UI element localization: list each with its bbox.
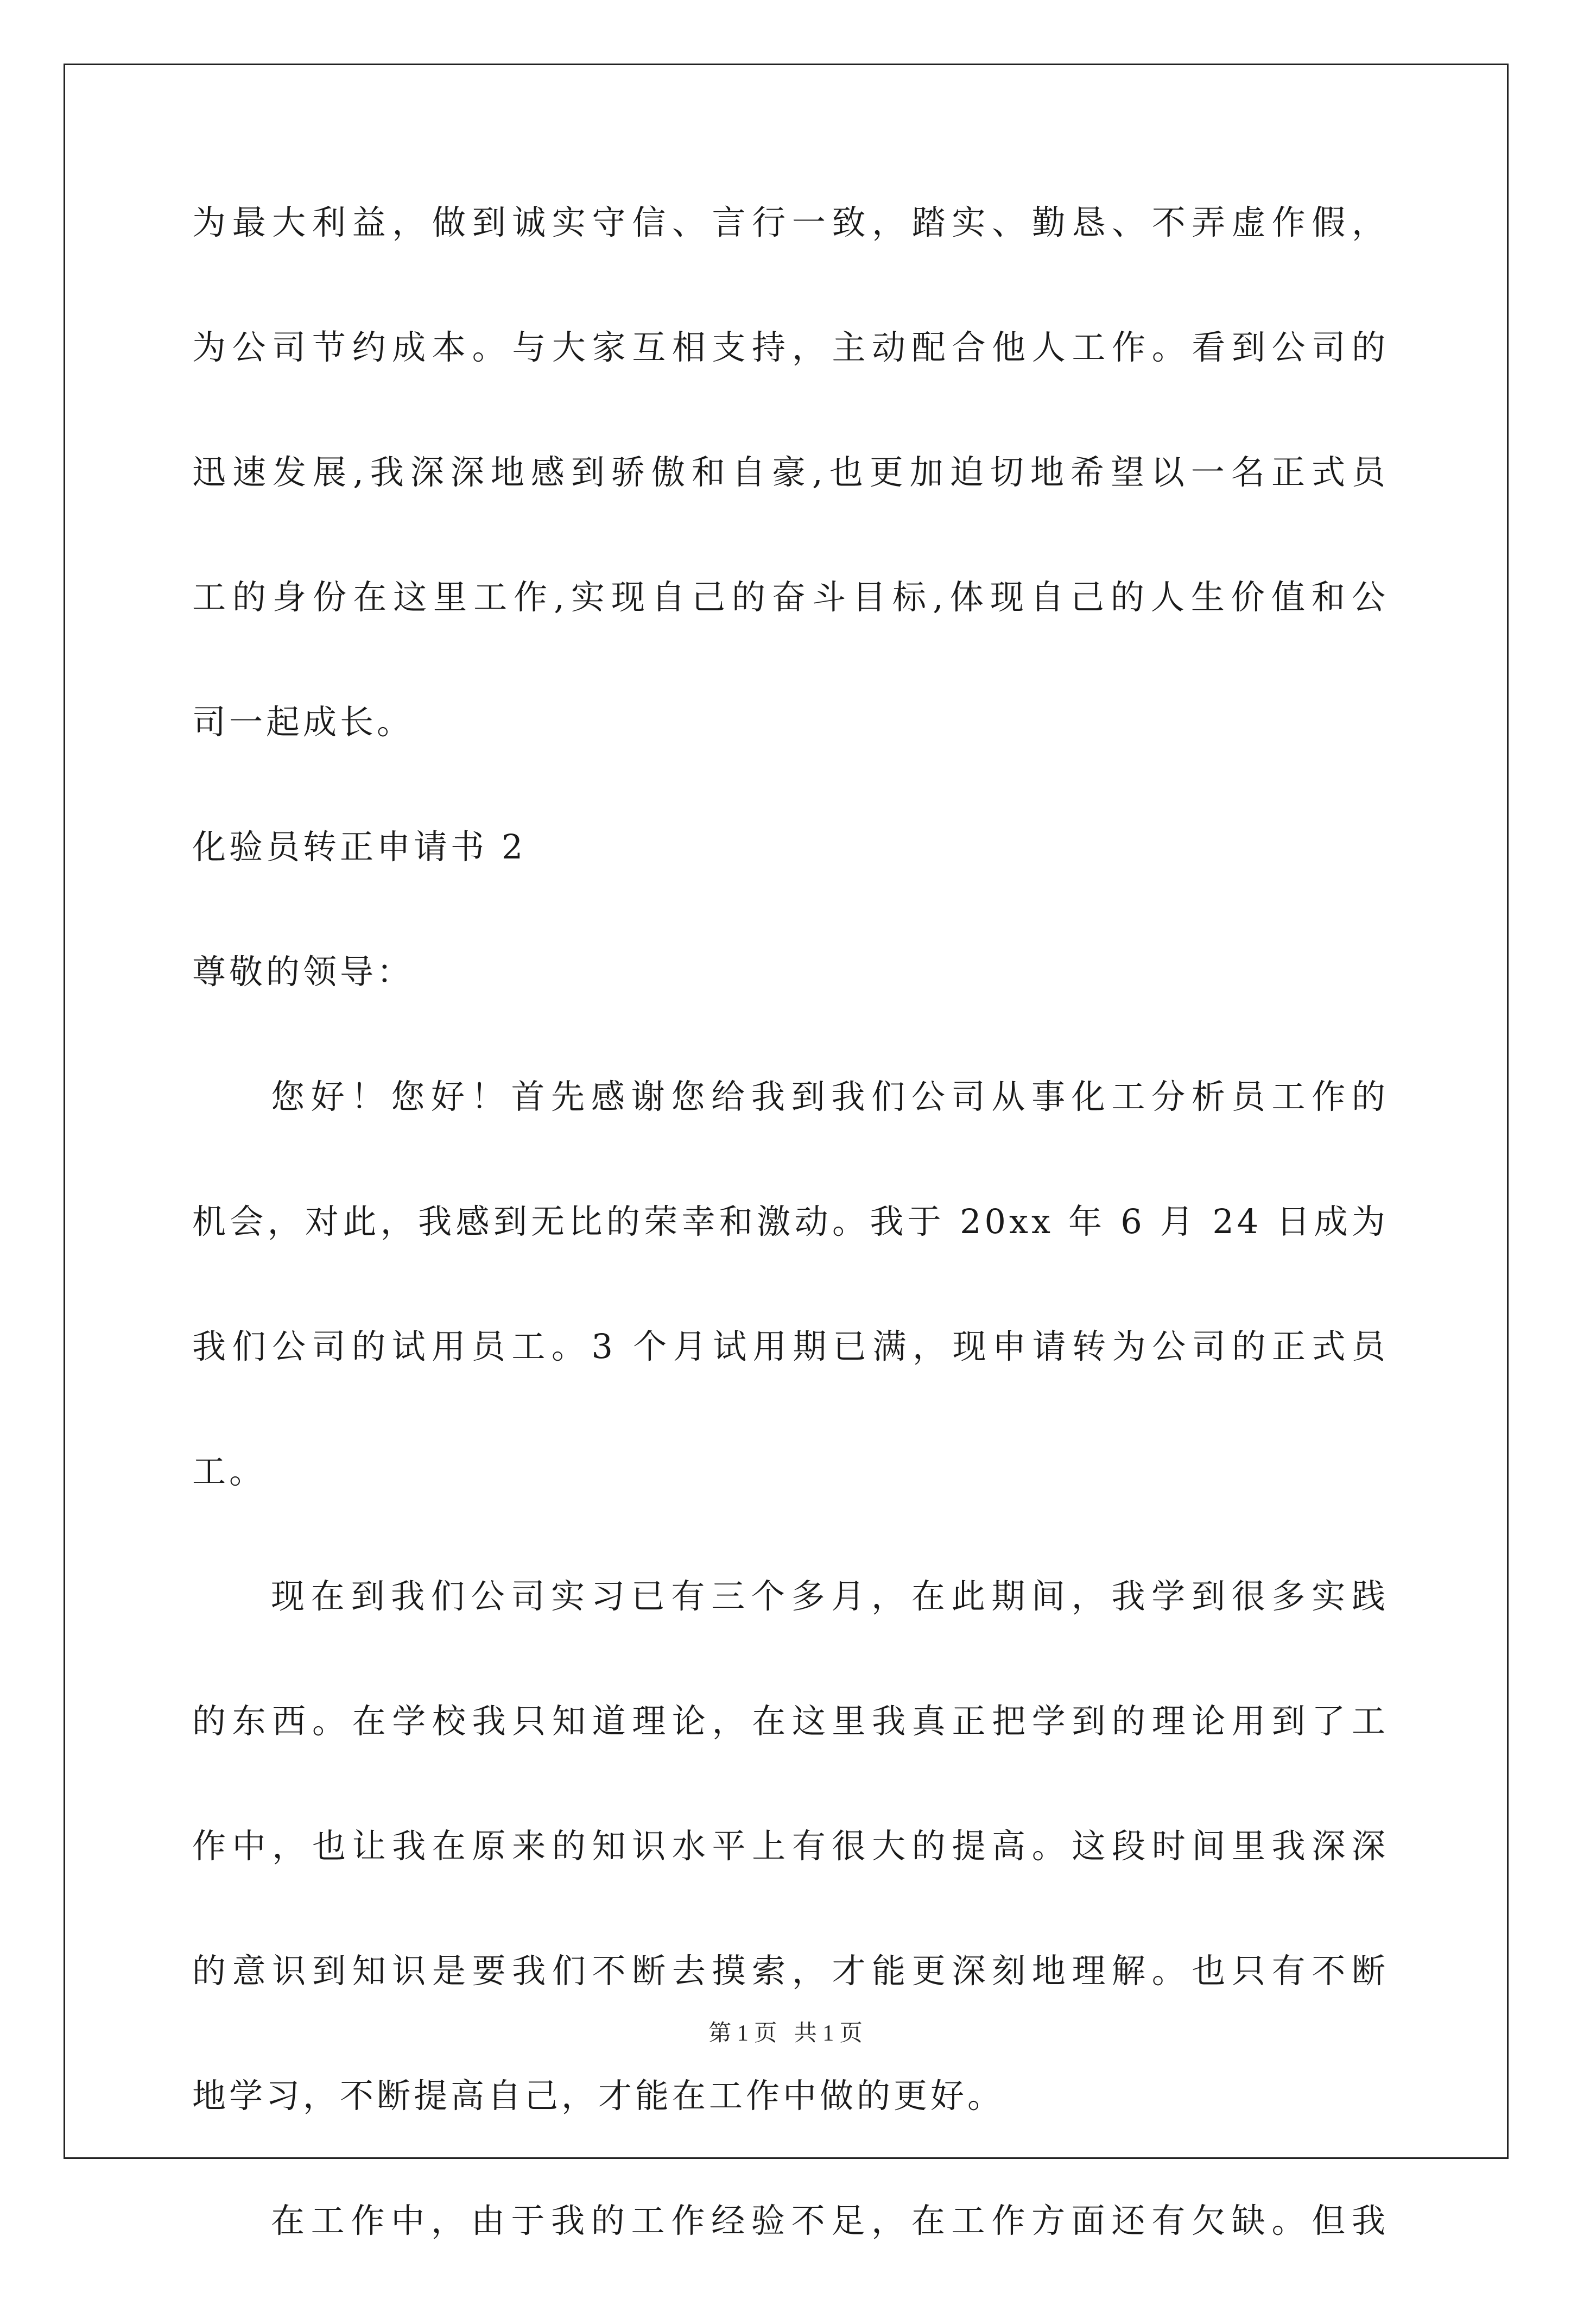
text-line: 机会，对此，我感到无比的荣幸和激动。我于 20xx 年 6 月 24 日成为 xyxy=(192,1202,1389,1241)
text-line: 现在到我们公司实习已有三个多月，在此期间，我学到很多实践 xyxy=(271,1576,1389,1616)
text-line: 作中，也让我在原来的知识水平上有很大的提高。这段时间里我深深 xyxy=(192,1826,1389,1866)
text-line: 工的身份在这里工作,实现自己的奋斗目标,体现自己的人生价值和公 xyxy=(192,577,1389,617)
text-line: 为公司节约成本。与大家互相支持，主动配合他人工作。看到公司的 xyxy=(192,327,1389,367)
text-line: 的东西。在学校我只知道理论，在这里我真正把学到的理论用到了工 xyxy=(192,1701,1389,1741)
text-line: 您好！您好！首先感谢您给我到我们公司从事化工分析员工作的 xyxy=(271,1077,1389,1116)
salutation: 尊敬的领导： xyxy=(192,952,414,992)
text-line: 我们公司的试用员工。3 个月试用期已满，现申请转为公司的正式员 xyxy=(192,1327,1389,1366)
text-line: 地学习，不断提高自己，才能在工作中做的更好。 xyxy=(192,2076,1005,2115)
page-footer: 第 1 页 共 1 页 xyxy=(708,2021,863,2046)
text-line: 在工作中，由于我的工作经验不足，在工作方面还有欠缺。但我 xyxy=(271,2201,1389,2240)
text-line: 迅速发展,我深深地感到骄傲和自豪,也更加迫切地希望以一名正式员 xyxy=(192,452,1389,492)
text-line: 的意识到知识是要我们不断去摸索，才能更深刻地理解。也只有不断 xyxy=(192,1951,1389,1991)
text-line: 工。 xyxy=(192,1451,267,1491)
document-body xyxy=(192,201,1389,2324)
text-line: 司一起成长。 xyxy=(192,702,414,742)
section-title: 化验员转正申请书 2 xyxy=(192,827,527,867)
text-line: 为最大利益，做到诚实守信、言行一致，踏实、勤恳、不弄虚作假， xyxy=(192,203,1389,242)
